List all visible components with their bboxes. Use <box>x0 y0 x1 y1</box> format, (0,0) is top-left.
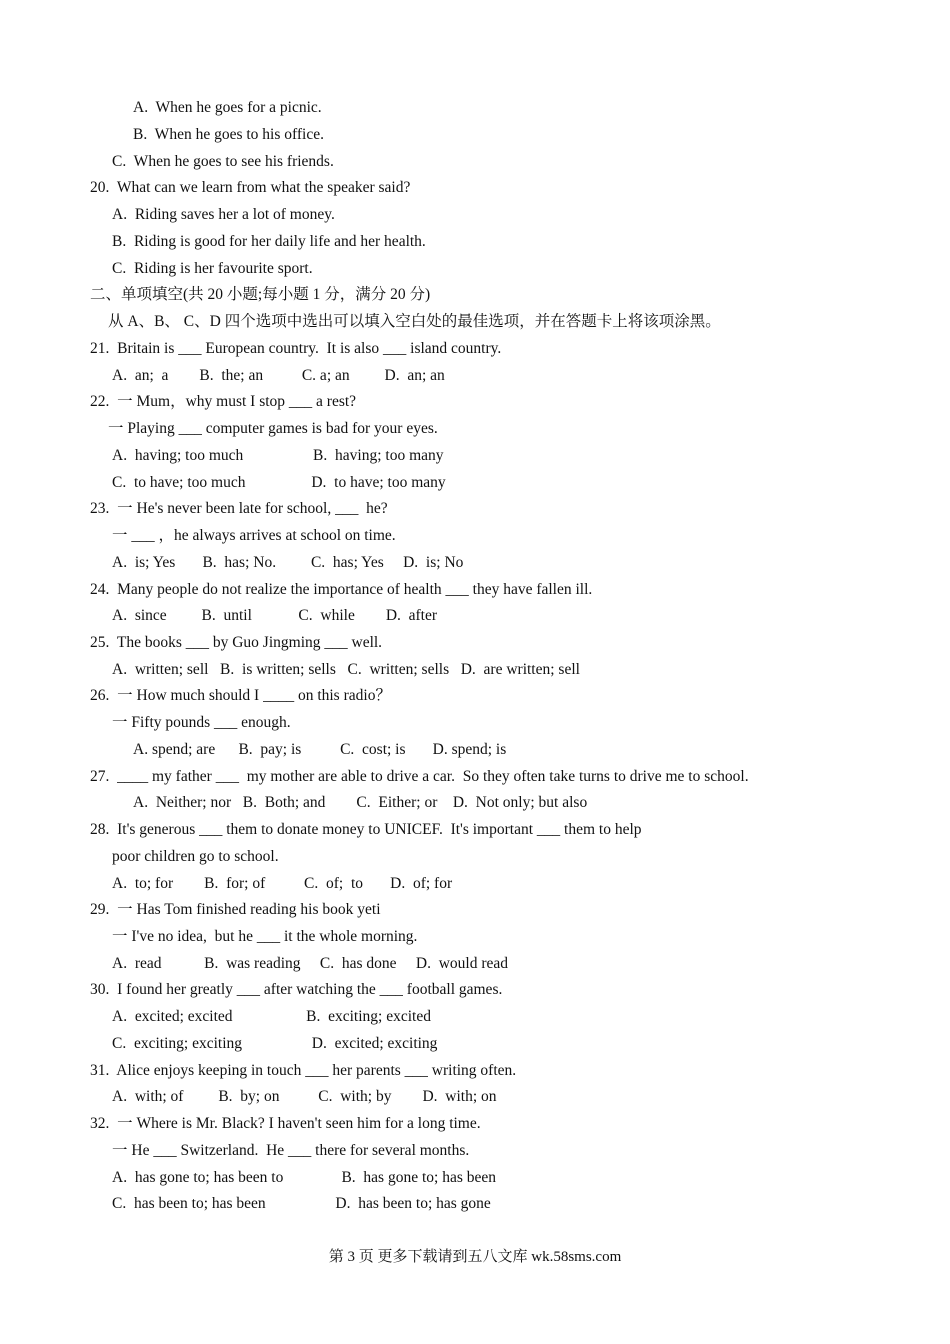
q30-question: 30. I found her greatly ___ after watching the ___ football games. <box>90 981 503 998</box>
section-heading: 二、单项填空(共 20 小题;每小题 1 分，满分 20 分) <box>90 286 431 303</box>
q20-option-b: B. Riding is good for her daily life and her health. <box>112 233 426 250</box>
q28-options: A. to; for B. for; of C. of; to D. of; for <box>112 875 453 892</box>
q32-response: 一 He ___ Switzerland. He ___ there for several months. <box>112 1142 470 1159</box>
q26-response: 一 Fifty pounds ___ enough. <box>112 714 291 731</box>
q19-option-c: C. When he goes to see his friends. <box>112 153 334 170</box>
q24-question: 24. Many people do not realize the importance of health ___ they have fallen ill. <box>90 581 593 598</box>
q24-options: A. since B. until C. while D. after <box>112 607 438 624</box>
q32-options-cd: C. has been to; has been D. has been to; has gone <box>112 1195 491 1212</box>
q23-options: A. is; Yes B. has; No. C. has; Yes D. is; No <box>112 554 464 571</box>
q28-question-cont: poor children go to school. <box>112 848 279 865</box>
page-footer: 第 3 页 更多下载请到五八文库 wk.58sms.com <box>328 1249 622 1265</box>
q27-options: A. Neither; nor B. Both; and C. Either; or D. Not only; but also <box>133 794 588 811</box>
q29-options: A. read B. was reading C. has done D. would read <box>112 955 509 972</box>
q28-question: 28. It's generous ___ them to donate money to UNICEF. It's important ___ them to help <box>90 821 642 838</box>
q30-options-cd: C. exciting; exciting D. excited; exciting <box>112 1035 438 1052</box>
q22-question: 22. 一 Mum，why must I stop ___ a rest? <box>90 393 357 410</box>
q19-option-b: B. When he goes to his office. <box>133 126 324 143</box>
q20-option-c: C. Riding is her favourite sport. <box>112 260 313 277</box>
q32-question: 32. 一 Where is Mr. Black? I haven't seen him for a long time. <box>90 1115 481 1132</box>
q26-options: A. spend; are B. pay; is C. cost; is D. spend; is <box>133 741 507 758</box>
q23-response: 一 ___ ，he always arrives at school on time. <box>112 527 396 544</box>
section-instructions: 从 A、B、 C、D 四个选项中选出可以填入空白处的最佳选项，并在答题卡上将该项涂黑。 <box>108 313 721 330</box>
q22-options-ab: A. having; too much B. having; too many <box>112 447 444 464</box>
q30-options-ab: A. excited; excited B. exciting; excited <box>112 1008 431 1025</box>
q22-response: 一 Playing ___ computer games is bad for your eyes. <box>108 420 438 437</box>
q22-options-cd: C. to have; too much D. to have; too many <box>112 474 446 491</box>
q29-response: 一 I've no idea, but he ___ it the whole morning. <box>112 928 418 945</box>
q19-option-a: A. When he goes for a picnic. <box>133 99 322 116</box>
q31-options: A. with; of B. by; on C. with; by D. with; on <box>112 1088 497 1105</box>
q27-question: 27. ____ my father ___ my mother are able to drive a car. So they often take turns to drive me to school. <box>90 768 749 785</box>
q25-options: A. written; sell B. is written; sells C. written; sells D. are written; sell <box>112 661 580 678</box>
q21-options: A. an; a B. the; an C. a; an D. an; an <box>112 367 445 384</box>
q21-question: 21. Britain is ___ European country. It is also ___ island country. <box>90 340 502 357</box>
q29-question: 29. 一 Has Tom finished reading his book yeti <box>90 901 381 918</box>
q20-question: 20. What can we learn from what the speaker said? <box>90 179 411 196</box>
q32-options-ab: A. has gone to; has been to B. has gone to; has been <box>112 1169 496 1186</box>
q31-question: 31. Alice enjoys keeping in touch ___ her parents ___ writing often. <box>90 1062 517 1079</box>
q25-question: 25. The books ___ by Guo Jingming ___ well. <box>90 634 383 651</box>
q20-option-a: A. Riding saves her a lot of money. <box>112 206 335 223</box>
q23-question: 23. 一 He's never been late for school, ___ he? <box>90 500 388 517</box>
q26-question: 26. 一 How much should I ____ on this radio？ <box>90 687 391 704</box>
